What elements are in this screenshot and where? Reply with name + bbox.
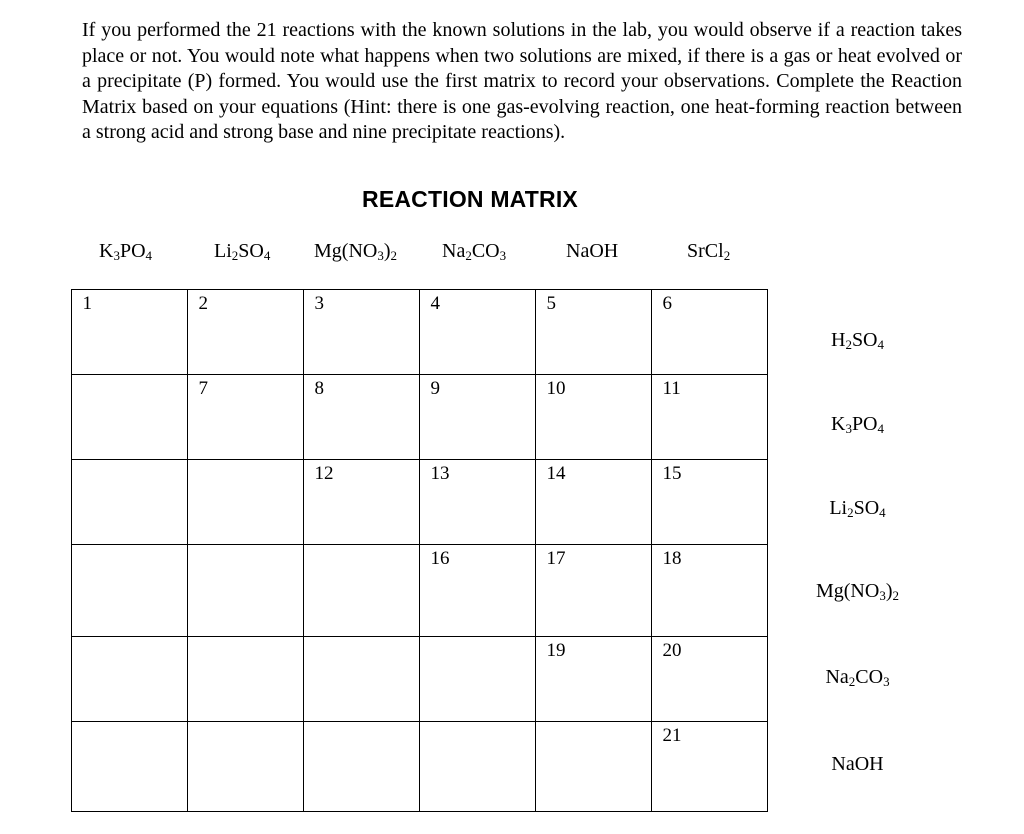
matrix-cell-r2-c3[interactable] xyxy=(303,374,421,461)
matrix-cell-r1-c1[interactable] xyxy=(71,289,189,376)
reaction-number: 3 xyxy=(314,292,324,314)
matrix-cell-r6-c1[interactable] xyxy=(71,721,189,813)
column-header-3: $Na_2CO_3$ xyxy=(442,240,507,263)
matrix-cell-r2-c4[interactable] xyxy=(419,374,537,461)
reaction-number: 9 xyxy=(430,377,440,399)
reaction-number: 8 xyxy=(314,377,324,399)
reaction-number: 15 xyxy=(662,462,682,484)
matrix-cell-r3-c6[interactable] xyxy=(651,459,769,546)
matrix-cell-r6-c5[interactable] xyxy=(535,721,653,813)
reaction-number: 16 xyxy=(430,547,450,569)
column-header-4: NaOH xyxy=(566,240,619,262)
matrix-cell-r3-c1[interactable] xyxy=(71,459,189,546)
reaction-number: 18 xyxy=(662,547,682,569)
matrix-cell-r4-c4[interactable] xyxy=(419,544,537,638)
matrix-cell-r1-c3[interactable] xyxy=(303,289,421,376)
matrix-cell-r1-c6[interactable] xyxy=(651,289,769,376)
matrix-cell-r2-c2[interactable] xyxy=(187,374,305,461)
row-label-1: $K_3PO_4$ xyxy=(830,413,885,436)
column-header-0: $K_3PO_4$ xyxy=(99,240,153,263)
matrix-cell-r6-c3[interactable] xyxy=(303,721,421,813)
reaction-number: 10 xyxy=(546,377,566,399)
matrix-cell-r3-c5[interactable] xyxy=(535,459,653,546)
matrix-cell-r3-c4[interactable] xyxy=(419,459,537,546)
matrix-cell-r4-c5[interactable] xyxy=(535,544,653,638)
matrix-cell-r1-c5[interactable] xyxy=(535,289,653,376)
matrix-cell-r4-c2[interactable] xyxy=(187,544,305,638)
matrix-cell-r5-c5[interactable] xyxy=(535,636,653,723)
reaction-number: 21 xyxy=(662,724,682,746)
matrix-cell-r3-c3[interactable] xyxy=(303,459,421,546)
matrix-cell-r5-c1[interactable] xyxy=(71,636,189,723)
row-label-2: $Li_2SO_4$ xyxy=(829,497,886,520)
column-header-1: $Li_2SO_4$ xyxy=(214,240,271,263)
reaction-number: 4 xyxy=(430,292,440,314)
column-header-2: $Mg(NO_3)_2$ xyxy=(314,240,398,263)
reaction-number: 11 xyxy=(662,377,681,399)
reaction-number: 1 xyxy=(82,292,92,314)
reaction-number: 12 xyxy=(314,462,334,484)
matrix-cell-r4-c3[interactable] xyxy=(303,544,421,638)
reaction-number: 6 xyxy=(662,292,672,314)
reaction-matrix-grid xyxy=(71,289,767,811)
matrix-cell-r5-c3[interactable] xyxy=(303,636,421,723)
instructions-paragraph: If you performed the 21 reactions with the known solutions in the lab, you would observe if a reaction takes place or not. You would note what happens when two solutions are mixed, if there is a gas or heat evolved or a precipitate (P) formed. You would use the first matrix to record your observations. Complete the Reaction Matrix based on your equations (Hint: there is one gas-evolving reaction, one heat-forming reaction between a strong acid and strong base and nine precipitate reactions). xyxy=(82,19,962,143)
matrix-cell-r3-c2[interactable] xyxy=(187,459,305,546)
matrix-cell-r6-c4[interactable] xyxy=(419,721,537,813)
matrix-cell-r5-c2[interactable] xyxy=(187,636,305,723)
matrix-cell-r5-c4[interactable] xyxy=(419,636,537,723)
reaction-number: 17 xyxy=(546,547,566,569)
column-header-5: SrCl$_2$ xyxy=(687,240,731,263)
matrix-cell-r2-c6[interactable] xyxy=(651,374,769,461)
reaction-number: 2 xyxy=(198,292,208,314)
row-label-5: NaOH xyxy=(831,753,884,775)
reaction-number: 19 xyxy=(546,639,566,661)
row-label-3: $Mg(NO_3)_2$ xyxy=(815,580,899,603)
row-label-4: $Na_2CO_3$ xyxy=(825,666,890,689)
matrix-cell-r4-c6[interactable] xyxy=(651,544,769,638)
reaction-number: 7 xyxy=(198,377,208,399)
matrix-cell-r6-c2[interactable] xyxy=(187,721,305,813)
matrix-cell-r5-c6[interactable] xyxy=(651,636,769,723)
reaction-number: 5 xyxy=(546,292,556,314)
matrix-cell-r2-c5[interactable] xyxy=(535,374,653,461)
reaction-number: 14 xyxy=(546,462,566,484)
matrix-cell-r4-c1[interactable] xyxy=(71,544,189,638)
reaction-matrix-title: REACTION MATRIX xyxy=(362,186,578,212)
reaction-number: 20 xyxy=(662,639,682,661)
reaction-number: 13 xyxy=(430,462,450,484)
matrix-cell-r1-c2[interactable] xyxy=(187,289,305,376)
row-label-0: $H_2SO_4$ xyxy=(830,329,885,352)
matrix-cell-r2-c1[interactable] xyxy=(71,374,189,461)
matrix-cell-r1-c4[interactable] xyxy=(419,289,537,376)
matrix-cell-r6-c6[interactable] xyxy=(651,721,769,813)
